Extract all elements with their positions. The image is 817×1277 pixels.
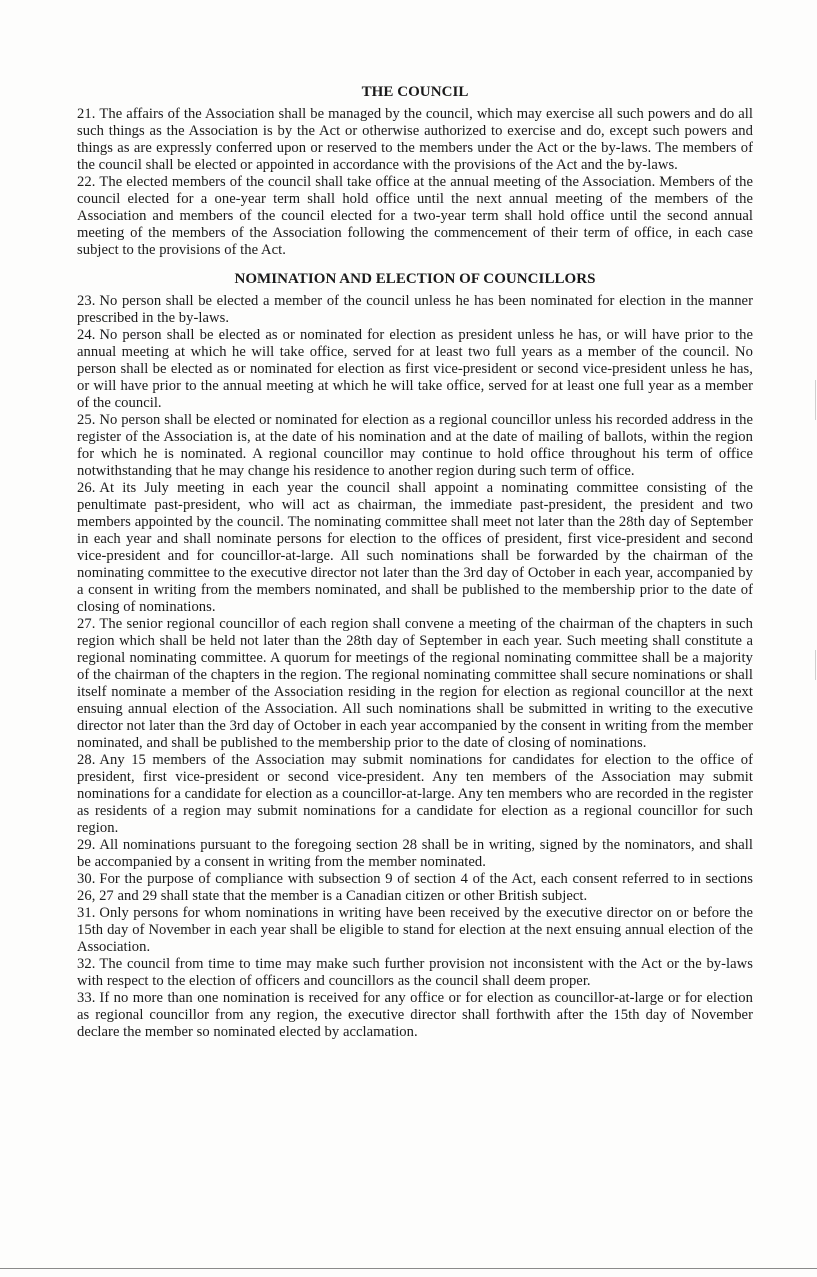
page-bottom-rule (0, 1268, 817, 1269)
section-33 (77, 990, 753, 1041)
document-body (77, 84, 753, 1041)
section-32 (77, 956, 753, 990)
section-number: 24. (77, 327, 96, 343)
section-26 (77, 480, 753, 616)
section-number: 32. (77, 956, 96, 972)
scan-edge-mark (815, 650, 816, 680)
section-27 (77, 616, 753, 752)
section-text: The affairs of the Association shall be managed by the council, which may exercise all such powers and do all such things as the Association is by the Act or otherwise authorized to exercise and do, except such powers and things as are expressly conferred upon or reserved to the members under the Act or the by-laws. The members of the council shall be elected or appointed in accordance with the provisions of the Act and the by-laws. (77, 106, 753, 173)
section-number: 23. (77, 293, 96, 309)
section-heading-council: THE COUNCIL (361, 84, 469, 100)
section-24 (77, 327, 753, 412)
section-text: For the purpose of compliance with subsection 9 of section 4 of the Act, each consent referred to in sections 26, 27 and 29 shall state that the member is a Canadian citizen or other British subject. (77, 871, 753, 904)
section-28 (77, 752, 753, 837)
section-text: The senior regional councillor of each region shall convene a meeting of the chairman of the chapters in such region which shall be held not later than the 28th day of September in each year. Such meeting shall constitute a regional nominating committee. A quorum for meetings of the regional nominating committee shall be a majority of the chairman of the chapters in the region. The regional nominating committee shall secure nominations or shall itself nominate a member of the Association residing in the region for election as regional councillor at the next ensuing annual election of the Association. All such nominations shall be submitted in writing to the executive director not later than the 3rd day of October in each year accompanied by the consent in writing from the member nominated, and shall be published to the membership prior to the date of closing of nominations. (77, 616, 753, 751)
section-29 (77, 837, 753, 871)
section-25 (77, 412, 753, 480)
section-number: 30. (77, 871, 96, 887)
section-text: No person shall be elected a member of the council unless he has been nominated for election in the manner prescribed in the by-laws. (77, 293, 753, 326)
section-22 (77, 174, 753, 259)
section-30 (77, 871, 753, 905)
section-number: 28. (77, 752, 96, 768)
section-31 (77, 905, 753, 956)
section-text: At its July meeting in each year the council shall appoint a nominating committee consisting of the penultimate past-president, who will act as chairman, the immediate past-president, the president and two members appointed by the council. The nominating committee shall meet not later than the 28th day of September in each year and shall nominate persons for election to the offices of president, first vice-president and second vice-president and for councillor-at-large. All such nominations shall be forwarded by the chairman of the nominating committee to the executive director not later than the 3rd day of October in each year, accompanied by a consent in writing from the members nominated, and shall be published to the membership prior to the date of closing of nominations. (77, 480, 753, 615)
section-number: 31. (77, 905, 96, 921)
section-number: 21. (77, 106, 96, 122)
section-text: No person shall be elected or nominated for election as a regional councillor unless his recorded address in the register of the Association is, at the date of his nomination and at the date of mailing of ballots, within the region for which he is nominated. A regional councillor may continue to hold office throughout his term of office notwithstanding that he may change his residence to another region during such term of office. (77, 412, 753, 479)
section-text: The council from time to time may make such further provision not inconsistent with the Act or the by-laws with respect to the election of officers and councillors as the council shall deem proper. (77, 956, 753, 989)
section-text: The elected members of the council shall take office at the annual meeting of the Association. Members of the council elected for a one-year term shall hold office until the next annual meeting of the members of the Association and members of the council elected for a two-year term shall hold office until the second annual meeting of the members of the Association following the commencement of their term of office, in each case subject to the provisions of the Act. (77, 174, 753, 258)
section-number: 29. (77, 837, 96, 853)
section-text: No person shall be elected as or nominated for election as president unless he has, or will have prior to the annual meeting at which he will take office, served for at least two full years as a member of the council. No person shall be elected as or nominated for election as first vice-president or second vice-president unless he has, or will have prior to the annual meeting at which he will take office, served for at least one full year as a member of the council. (77, 327, 753, 411)
section-number: 25. (77, 412, 96, 428)
section-number: 26. (77, 480, 96, 496)
section-number: 22. (77, 174, 96, 190)
section-number: 33. (77, 990, 96, 1006)
section-23 (77, 293, 753, 327)
scan-edge-mark (815, 380, 816, 420)
section-text: All nominations pursuant to the foregoing section 28 shall be in writing, signed by the nominators, and shall be accompanied by a consent in writing from the member nominated. (77, 837, 753, 870)
section-heading-nomination: NOMINATION AND ELECTION OF COUNCILLORS (234, 271, 596, 287)
section-21 (77, 106, 753, 174)
section-number: 27. (77, 616, 96, 632)
section-text: If no more than one nomination is received for any office or for election as councillor-at-large or for election as regional councillor from any region, the executive director shall forthwith after the 15th day of November declare the member so nominated elected by acclamation. (77, 990, 753, 1040)
section-text: Any 15 members of the Association may submit nominations for candidates for election to the office of president, first vice-president or second vice-president. Any ten members of the Association may submit nominations for a candidate for election as a councillor-at-large. Any ten members who are recorded in the register as residents of a region may submit nominations for a candidate for election as a regional councillor for such region. (77, 752, 753, 836)
section-text: Only persons for whom nominations in writing have been received by the executive director on or before the 15th day of November in each year shall be eligible to stand for election at the next ensuing annual election of the Association. (77, 905, 753, 955)
